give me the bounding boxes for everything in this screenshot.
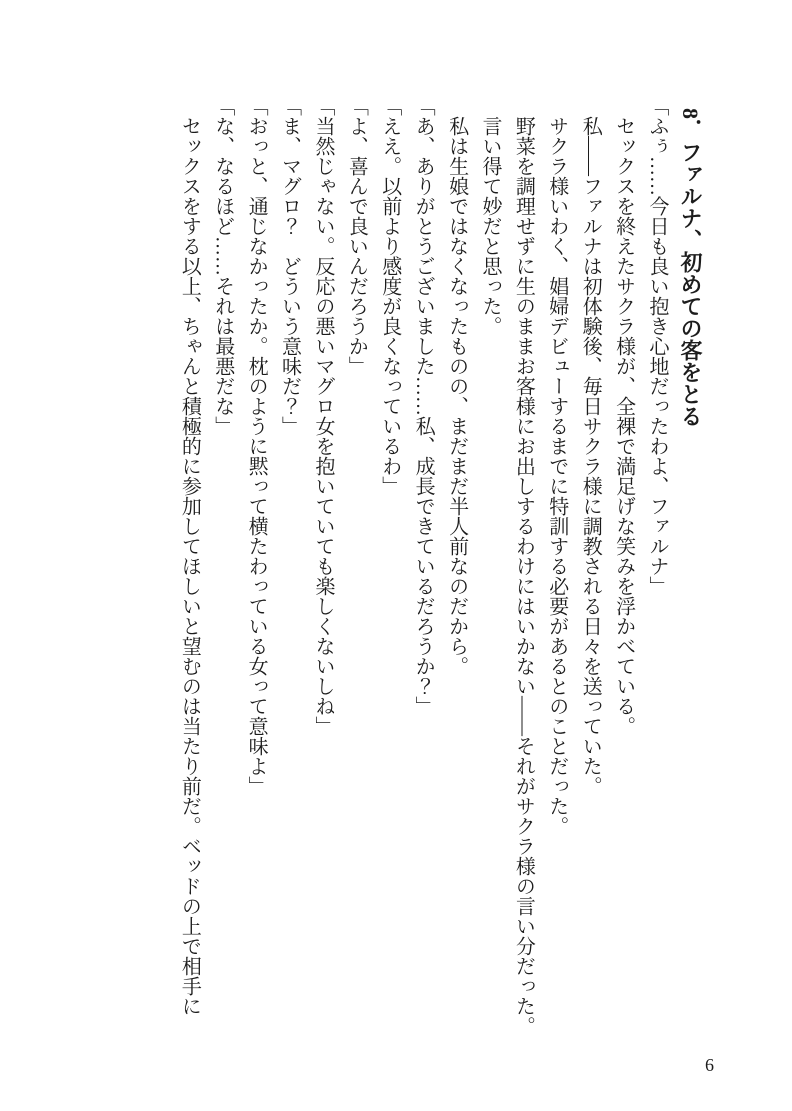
paragraph: 私は生娘ではなくなったものの、まだまだ半人前なのだから。 [445, 116, 468, 676]
paragraph: 「ふぅ……今日も良い抱き心地だったわよ、ファルナ」 [646, 96, 668, 596]
paragraph: サクラ様いわく、娼婦デビューするまでに特訓する必要があるとのことだった。 [545, 116, 568, 836]
paragraph: 私――ファルナは初体験後、毎日サクラ様に調教される日々を送っていた。 [579, 116, 602, 796]
vertical-text-block [172, 96, 707, 1038]
paragraph: 「な、なるほど……それは最悪だな」 [211, 96, 234, 436]
paragraph: 「ま、マグロ？ どういう意味だ？」 [278, 96, 301, 436]
paragraph: セックスをする以上、ちゃんと積極的に参加してほしいと望むのは当たり前だ。ベッドの上で相手に [178, 116, 201, 1016]
paragraph: 野菜を調理せずに生のままお客様にお出しするわけにはいかない――それがサクラ様の言い分だった。 [512, 116, 535, 1036]
paragraph: 「当然じゃない。反応の悪いマグロ女を抱いていても楽しくないしね」 [311, 96, 334, 736]
page-number: 6 [705, 1055, 714, 1075]
paragraph: 「よ、喜んで良いんだろうか」 [345, 96, 368, 376]
paragraph: 言い得て妙だと思った。 [478, 116, 501, 336]
paragraph: 「ええ。以前より感度が良くなっているわ」 [378, 96, 401, 496]
chapter-title: 8．ファルナ、初めての客をとる [678, 108, 703, 427]
paragraph: 「あ、ありがとうございました……私、成長できているだろうか？」 [412, 96, 435, 716]
paragraph: セックスを終えたサクラ様が、全裸で満足げな笑みを浮かべている。 [612, 116, 635, 736]
paragraph: 「おっと、通じなかったか。枕のように黙って横たわっている女って意味よ」 [245, 96, 268, 796]
